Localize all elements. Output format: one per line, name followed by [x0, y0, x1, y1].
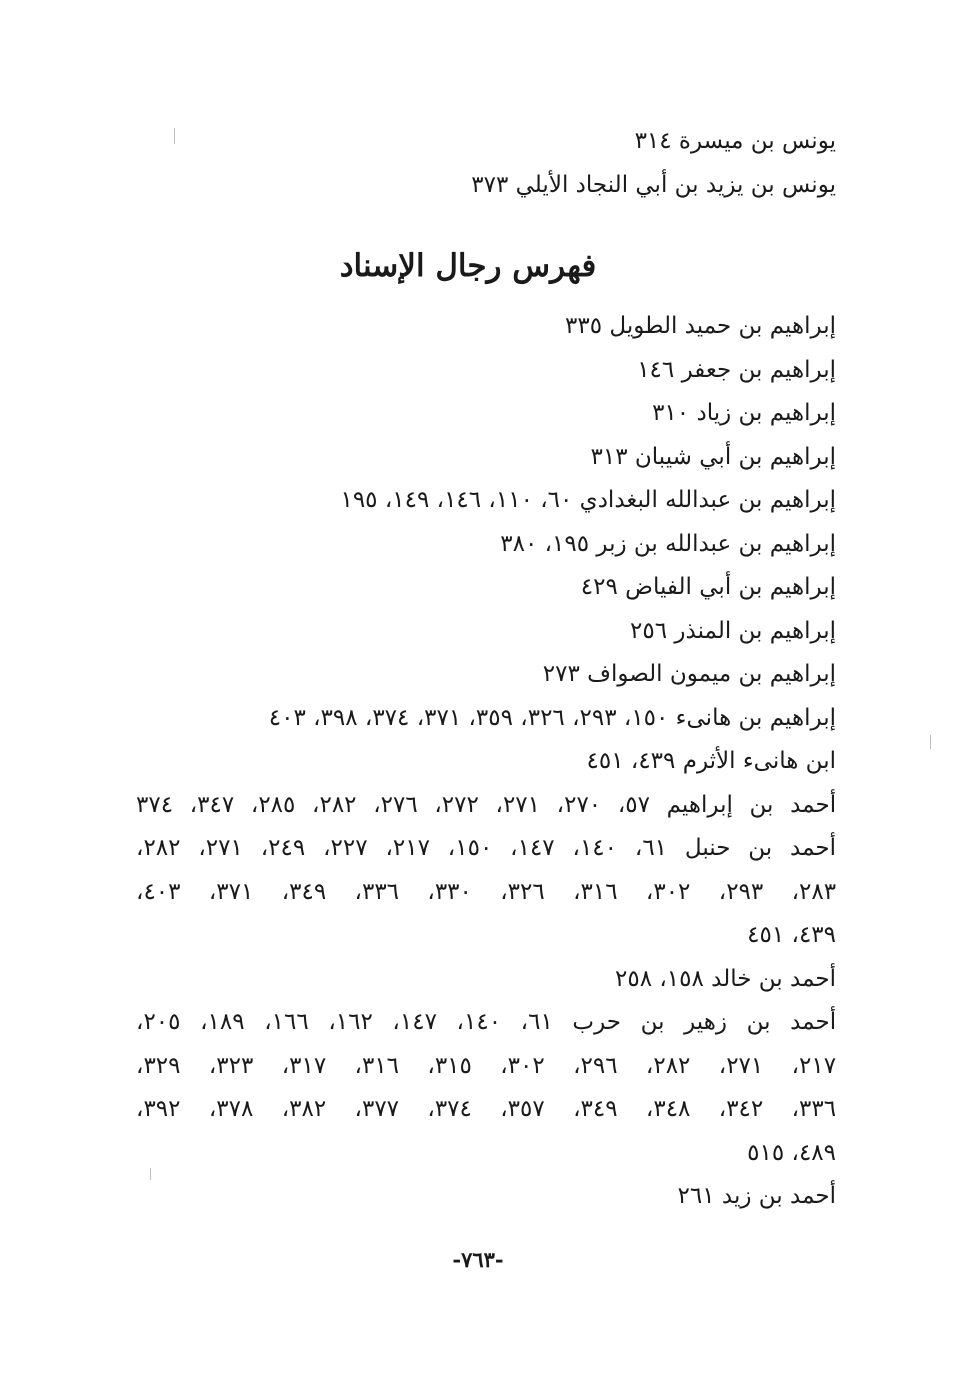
index-entry-continuation: ٤٨٩، ٥١٥ [747, 1139, 836, 1166]
index-entry: يونس بن ميسرة ٣١٤ [634, 128, 836, 154]
index-entry: أحمد بن زيد ٢٦١ [677, 1183, 836, 1209]
index-entry: أحمد بن حنبل ٦١، ١٤٠، ١٤٧، ١٥٠، ٢١٧، ٢٢٧، ٢٤٩، ٢٧١، ٢٨٢، [136, 835, 837, 861]
index-entry: يونس بن يزيد بن أبي النجاد الأيلي ٣٧٣ [471, 171, 836, 198]
index-entry: إبراهيم بن عبدالله البغدادي ٦٠، ١١٠، ١٤٦، ١٤٩، ١٩٥ [340, 487, 836, 513]
section-heading: فهرس رجال الإسناد [339, 248, 597, 284]
index-entry-continuation: ٤٣٩، ٤٥١ [747, 922, 836, 948]
index-entry-continuation: ٣٣٦، ٣٤٢، ٣٤٨، ٣٤٩، ٣٥٧، ٣٧٤، ٣٧٧، ٣٨٢، ٣٧٨، ٣٩٢، [136, 1096, 837, 1122]
index-entry-continuation: ٢٨٣، ٢٩٣، ٣٠٢، ٣١٦، ٣٢٦، ٣٣٠، ٣٣٦، ٣٤٩، ٣٧١، ٤٠٣، [136, 878, 837, 905]
index-entry: أحمد بن زهير بن حرب ٦١، ١٤٠، ١٤٧، ١٦٢، ١٦٦، ١٨٩، ٢٠٥، [136, 1009, 837, 1035]
index-entry: ابن هانىء الأثرم ٤٣٩، ٤٥١ [586, 748, 836, 774]
page-number: -٧٦٣- [452, 1247, 504, 1272]
index-entry: إبراهيم بن ميمون الصواف ٢٧٣ [542, 661, 836, 687]
index-entry: إبراهيم بن زياد ٣١٠ [652, 400, 836, 426]
index-entry: إبراهيم بن المنذر ٢٥٦ [630, 617, 836, 644]
scan-mark-right [930, 735, 931, 749]
index-entry-continuation: ٢١٧، ٢٧١، ٢٨٢، ٢٩٦، ٣٠٢، ٣١٥، ٣١٦، ٣١٧، ٣٢٣، ٣٢٩، [136, 1052, 837, 1079]
top-entries [136, 120, 836, 207]
index-entry: إبراهيم بن جعفر ١٤٦ [637, 356, 836, 383]
index-entries [136, 305, 836, 1219]
index-entry: إبراهيم بن أبي الفياض ٤٢٩ [580, 574, 836, 600]
index-entry: إبراهيم بن عبدالله بن زبر ١٩٥، ٣٨٠ [500, 530, 836, 557]
index-entry: إبراهيم بن أبي شيبان ٣١٣ [590, 443, 836, 470]
index-entry: أحمد بن خالد ١٥٨، ٢٥٨ [615, 965, 836, 992]
index-entry: إبراهيم بن هانىء ١٥٠، ٢٩٣، ٣٢٦، ٣٥٩، ٣٧١، ٣٧٤، ٣٩٨، ٤٠٣ [268, 704, 836, 731]
index-entry: إبراهيم بن حميد الطويل ٣٣٥ [565, 313, 836, 339]
index-entry: أحمد بن إبراهيم ٥٧، ٢٧٠، ٢٧١، ٢٧٢، ٢٧٦، ٢٨٢، ٢٨٥، ٣٤٧، ٣٧٤ [136, 791, 837, 818]
